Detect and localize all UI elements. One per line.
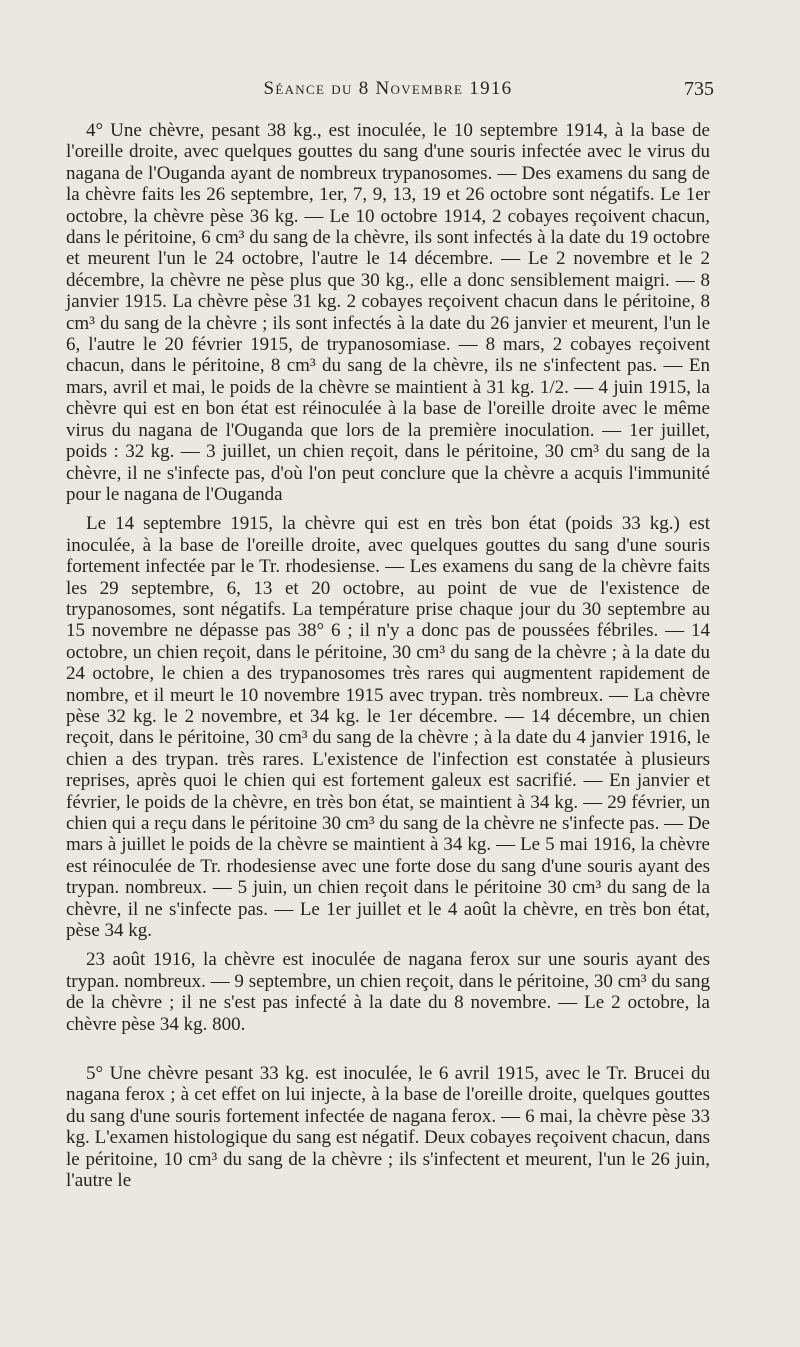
body-text xyxy=(66,120,710,1192)
paragraph-rhodesiense: Le 14 septembre 1915, la chèvre qui est en très bon état (poids 33 kg.) est inoculée, à la base de l'oreille droite, avec quelques gouttes du sang d'une souris fortement infectée par le Tr. rhodesiense. — Les examens du sang de la chèvre faits les 29 septembre, 6, 13 et 20 octobre, au point de vue de l'existence de trypanosomes, sont négatifs. La température prise chaque jour du 30 septembre au 15 novembre ne dépasse pas 38° 6 ; il n'y a donc pas de poussées fébriles. — 14 octobre, un chien reçoit, dans le péritoine, 30 cm³ du sang de la chèvre ; à la date du 24 octobre, le chien a des trypanosomes très rares qui augmentent rapidement de nombre, et il meurt le 10 novembre 1915 avec trypan. très nombreux. — La chèvre pèse 32 kg. le 2 novembre, et 34 kg. le 1er décembre. — 14 décembre, un chien reçoit, dans le péritoine, 30 cm³ du sang de la chèvre ; à la date du 4 janvier 1916, le chien a des trypan. très rares. L'existence de l'infection est constatée à plusieurs reprises, après quoi le chien qui est fortement galeux est sacrifié. — En janvier et février, le poids de la chèvre, en très bon état, se maintient à 34 kg. — 29 février, un chien qui a reçu dans le péritoine 30 cm³ du sang de la chèvre ne s'infecte pas. — De mars à juillet le poids de la chèvre se maintient à 34 kg. — Le 5 mai 1916, la chèvre est réinoculée de Tr. rhodesiense avec une forte dose du sang d'une souris ayant des trypan. nombreux. — 5 juin, un chien reçoit dans le péritoine 30 cm³ du sang de la chèvre, il ne s'infecte pas. — Le 1er juillet et le 4 août la chèvre, en très bon état, pèse 34 kg. xyxy=(66,513,710,942)
page-header xyxy=(66,78,714,108)
paragraph-goat-5: 5° Une chèvre pesant 33 kg. est inoculée, le 6 avril 1915, avec le Tr. Brucei du nagana ferox ; à cet effet on lui injecte, à la base de l'oreille droite, quelques gouttes du sang d'une souris fortement infectée de nagana ferox. — 6 mai, la chèvre pèse 33 kg. L'examen histologique du sang est négatif. Deux cobayes reçoivent chacun, dans le péritoine, 10 cm³ du sang de la chèvre ; ils s'infectent et meurent, l'un le 26 juin, l'autre le xyxy=(66,1063,710,1192)
running-title: Séance du 8 Novembre 1916 xyxy=(263,78,513,99)
paragraph-nagana-ferox: 23 août 1916, la chèvre est inoculée de nagana ferox sur une souris ayant des trypan. nombreux. — 9 septembre, un chien reçoit, dans le péritoine, 30 cm³ du sang de la chèvre ; il ne s'est pas infecté à la date du 8 novembre. — Le 2 octobre, la chèvre pèse 34 kg. 800. xyxy=(66,949,710,1035)
page-number: 735 xyxy=(684,78,714,100)
paragraph-goat-4: 4° Une chèvre, pesant 38 kg., est inoculée, le 10 septembre 1914, à la base de l'oreille droite, avec quelques gouttes du sang d'une souris infectée avec le virus du nagana de l'Ouganda ayant de nombreux trypanosomes. — Des examens du sang de la chèvre faits les 26 septembre, 1er, 7, 9, 13, 19 et 26 octobre sont négatifs. Le 1er octobre, la chèvre pèse 36 kg. — Le 10 octobre 1914, 2 cobayes reçoivent chacun, dans le péritoine, 6 cm³ du sang de la chèvre, ils sont infectés à la date du 19 octobre et meurent l'un le 24 octobre, l'autre le 14 décembre. — Le 2 novembre et le 2 décembre, la chèvre ne pèse plus que 30 kg., elle a donc sensiblement maigri. — 8 janvier 1915. La chèvre pèse 31 kg. 2 cobayes reçoivent chacun dans le péritoine, 8 cm³ du sang de la chèvre ; ils sont infectés à la date du 26 janvier et meurent, l'un le 6, l'autre le 20 février 1915, de trypanosomiase. — 8 mars, 2 cobayes reçoivent chacun, dans le péritoine, 8 cm³ du sang de la chèvre, ils ne s'infectent pas. — En mars, avril et mai, le poids de la chèvre se maintient à 31 kg. 1/2. — 4 juin 1915, la chèvre qui est en bon état est réinoculée à la base de l'oreille droite avec le même virus du nagana de l'Ouganda que lors de la première inoculation. — 1er juillet, poids : 32 kg. — 3 juillet, un chien reçoit, dans le péritoine, 30 cm³ du sang de la chèvre, il ne s'infecte pas, d'où l'on peut conclure que la chèvre a acquis l'immunité pour le nagana de l'Ouganda xyxy=(66,120,710,505)
